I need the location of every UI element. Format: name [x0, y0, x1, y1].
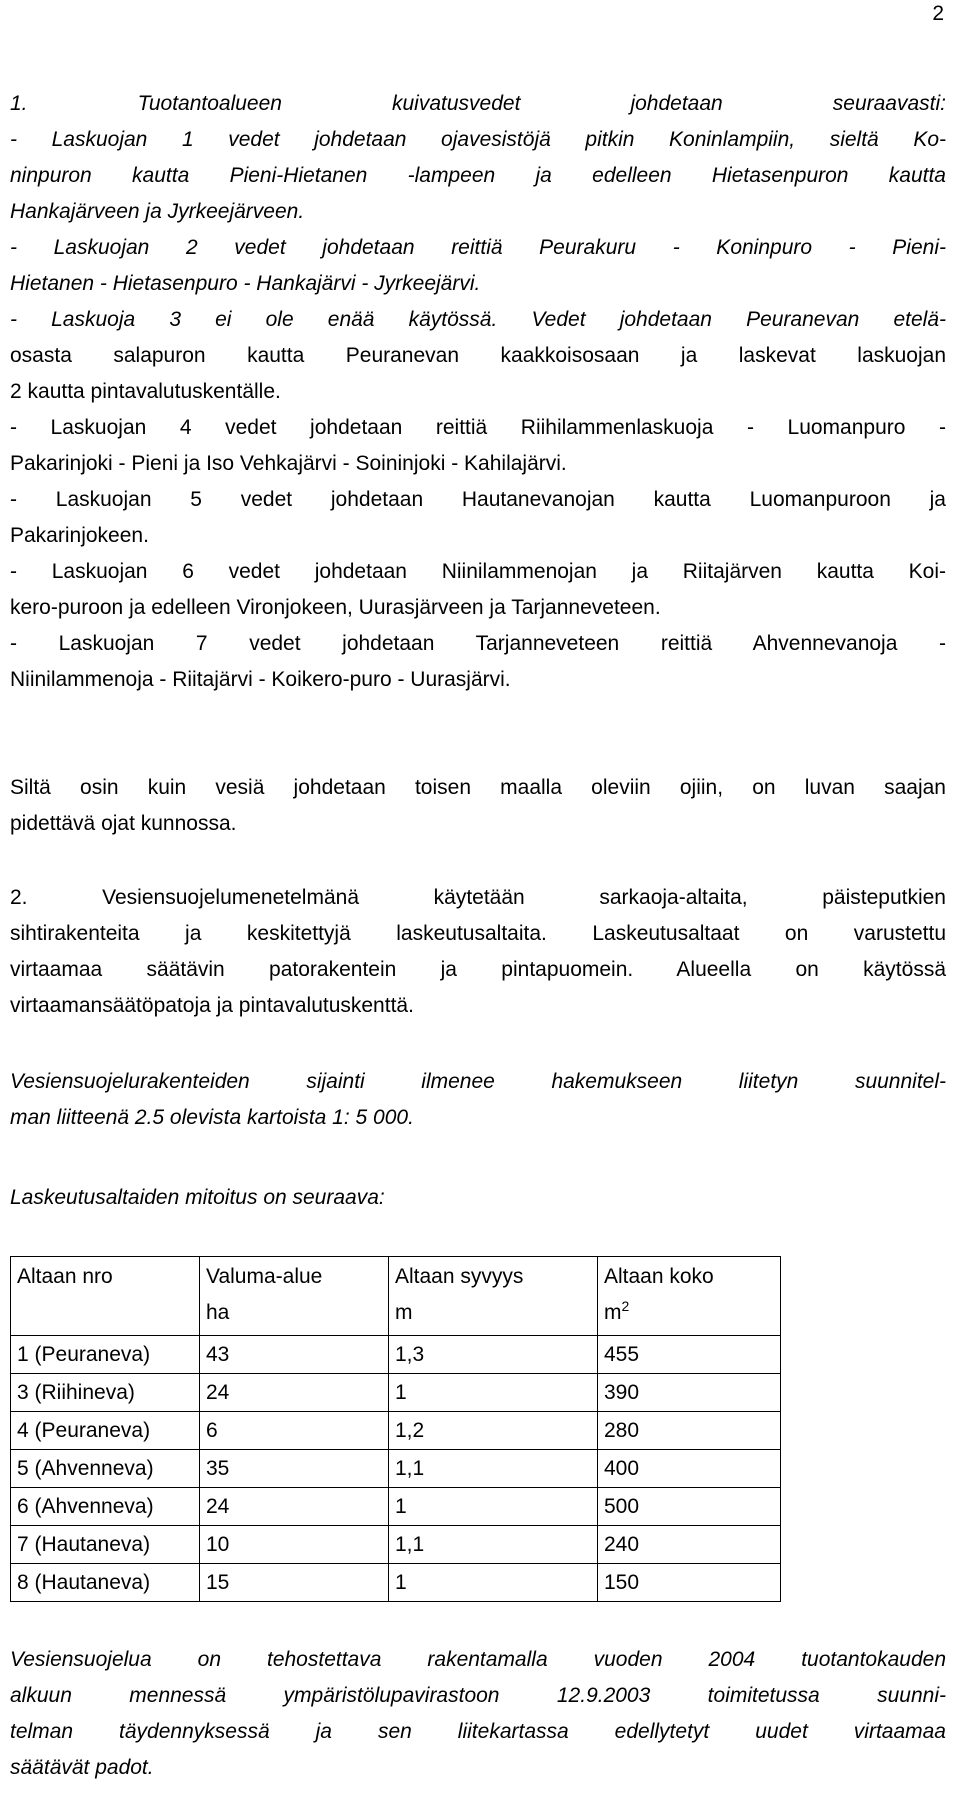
text-line: man liitteenä 2.5 olevista kartoista 1: 5 000. [10, 1106, 414, 1129]
table-row [11, 1374, 781, 1412]
text-line: Vesiensuojelua on tehostettava rakentamalla vuoden 2004 tuotantokauden [10, 1648, 946, 1671]
table-row [11, 1526, 781, 1564]
table-cell: 6 (Ahvenneva) [11, 1488, 200, 1526]
table-cell: 400 [598, 1450, 781, 1488]
text-line: - Laskuojan 7 vedet johdetaan Tarjanneveteen reittiä Ahvennevanoja - [10, 632, 946, 655]
text-line: - Laskuoja 3 ei ole enää käytössä. Vedet johdetaan Peuranevan etelä- [10, 308, 946, 331]
text-line: virtaamaa säätävin patorakentein ja pintapuomein. Alueella on käytössä [10, 958, 946, 981]
header-catchment-area: Valuma-alue ha [200, 1257, 389, 1336]
table-cell: 4 (Peuraneva) [11, 1412, 200, 1450]
table-cell: 8 (Hautaneva) [11, 1564, 200, 1602]
settling-basin-table [10, 1256, 781, 1602]
table-cell: 1,1 [389, 1450, 598, 1488]
text-line: Laskeutusaltaiden mitoitus on seuraava: [10, 1186, 385, 1209]
table-cell: 280 [598, 1412, 781, 1450]
text-line: osasta salapuron kautta Peuranevan kaakkoisosaan ja laskevat laskuojan [10, 344, 946, 367]
header-basin-number: Altaan nro [11, 1257, 200, 1336]
text-line: Pakarinjokeen. [10, 524, 149, 547]
table-cell: 1,1 [389, 1526, 598, 1564]
table-cell: 6 [200, 1412, 389, 1450]
text-line: sihtirakenteita ja keskitettyjä laskeutusaltaita. Laskeutusaltaat on varustettu [10, 922, 946, 945]
table-cell: 1 (Peuraneva) [11, 1336, 200, 1374]
table-cell: 3 (Riihineva) [11, 1374, 200, 1412]
text-line: telman täydennyksessä ja sen liitekartassa edellytetyt uudet virtaamaa [10, 1720, 946, 1743]
text-line: - Laskuojan 2 vedet johdetaan reittiä Peurakuru - Koninpuro - Pieni- [10, 236, 946, 259]
text-line: - Laskuojan 4 vedet johdetaan reittiä Riihilammenlaskuoja - Luomanpuro - [10, 416, 946, 439]
text-line: 1. Tuotantoalueen kuivatusvedet johdetaan seuraavasti: [10, 92, 946, 115]
table-row [11, 1564, 781, 1602]
text-line: pidettävä ojat kunnossa. [10, 812, 237, 835]
table-cell: 1 [389, 1374, 598, 1412]
table-cell: 24 [200, 1374, 389, 1412]
text-line: - Laskuojan 5 vedet johdetaan Hautanevanojan kautta Luomanpuroon ja [10, 488, 946, 511]
table-cell: 1 [389, 1488, 598, 1526]
header-basin-depth: Altaan syvyys m [389, 1257, 598, 1336]
table-cell: 150 [598, 1564, 781, 1602]
table-row [11, 1336, 781, 1374]
table-cell: 1 [389, 1564, 598, 1602]
table-cell: 5 (Ahvenneva) [11, 1450, 200, 1488]
table-cell: 390 [598, 1374, 781, 1412]
text-line: Siltä osin kuin vesiä johdetaan toisen maalla oleviin ojiin, on luvan saajan [10, 776, 946, 799]
table-cell: 24 [200, 1488, 389, 1526]
text-line: kero-puroon ja edelleen Vironjokeen, Uurasjärveen ja Tarjanneveteen. [10, 596, 661, 619]
text-line: Vesiensuojelurakenteiden sijainti ilmenee hakemukseen liitetyn suunnitel- [10, 1070, 946, 1093]
paragraph-additional-dams [10, 1642, 946, 1786]
table-cell: 500 [598, 1488, 781, 1526]
table-cell: 1,3 [389, 1336, 598, 1374]
text-line: - Laskuojan 1 vedet johdetaan ojavesistöjä pitkin Koninlampiin, sieltä Ko- [10, 128, 946, 151]
paragraph-structure-location [10, 1064, 946, 1136]
table-intro [10, 1180, 946, 1216]
text-line: ninpuron kautta Pieni-Hietanen -lampeen ja edelleen Hietasenpuron kautta [10, 164, 946, 187]
paragraph-ditch-maintenance [10, 770, 946, 842]
text-line: alkuun mennessä ympäristölupavirastoon 12.9.2003 toimitetussa suunni- [10, 1684, 946, 1707]
text-line: Niinilammenoja - Riitajärvi - Koikero-puro - Uurasjärvi. [10, 668, 511, 691]
header-basin-size: Altaan koko $m^2$ [598, 1257, 781, 1336]
table-row [11, 1412, 781, 1450]
document-page [10, 0, 950, 1805]
text-line: Hankajärveen ja Jyrkeejärveen. [10, 200, 305, 223]
text-line: 2. Vesiensuojelumenetelmänä käytetään sarkaoja-altaita, päisteputkien [10, 886, 946, 909]
text-line: säätävät padot. [10, 1756, 154, 1779]
table-cell: 43 [200, 1336, 389, 1374]
text-line: virtaamansäätöpatoja ja pintavalutuskenttä. [10, 994, 414, 1017]
section-2-protection-methods [10, 880, 946, 1024]
text-line: Pakarinjoki - Pieni ja Iso Vehkajärvi - Soininjoki - Kahilajärvi. [10, 452, 567, 475]
table-cell: 7 (Hautaneva) [11, 1526, 200, 1564]
section-1-continued [10, 338, 946, 698]
table-cell: 1,2 [389, 1412, 598, 1450]
text-line: 2 kautta pintavalutuskentälle. [10, 380, 281, 403]
table-cell: 15 [200, 1564, 389, 1602]
table-cell: 455 [598, 1336, 781, 1374]
table-cell: 10 [200, 1526, 389, 1564]
text-line: Hietanen - Hietasenpuro - Hankajärvi - Jyrkeejärvi. [10, 272, 481, 295]
section-1-drainage-routes [10, 86, 946, 338]
table-row [11, 1450, 781, 1488]
table-cell: 35 [200, 1450, 389, 1488]
page-number: 2 [932, 2, 944, 25]
table-header-row [11, 1257, 781, 1336]
text-line: - Laskuojan 6 vedet johdetaan Niinilammenojan ja Riitajärven kautta Koi- [10, 560, 946, 583]
table-row [11, 1488, 781, 1526]
table-cell: 240 [598, 1526, 781, 1564]
